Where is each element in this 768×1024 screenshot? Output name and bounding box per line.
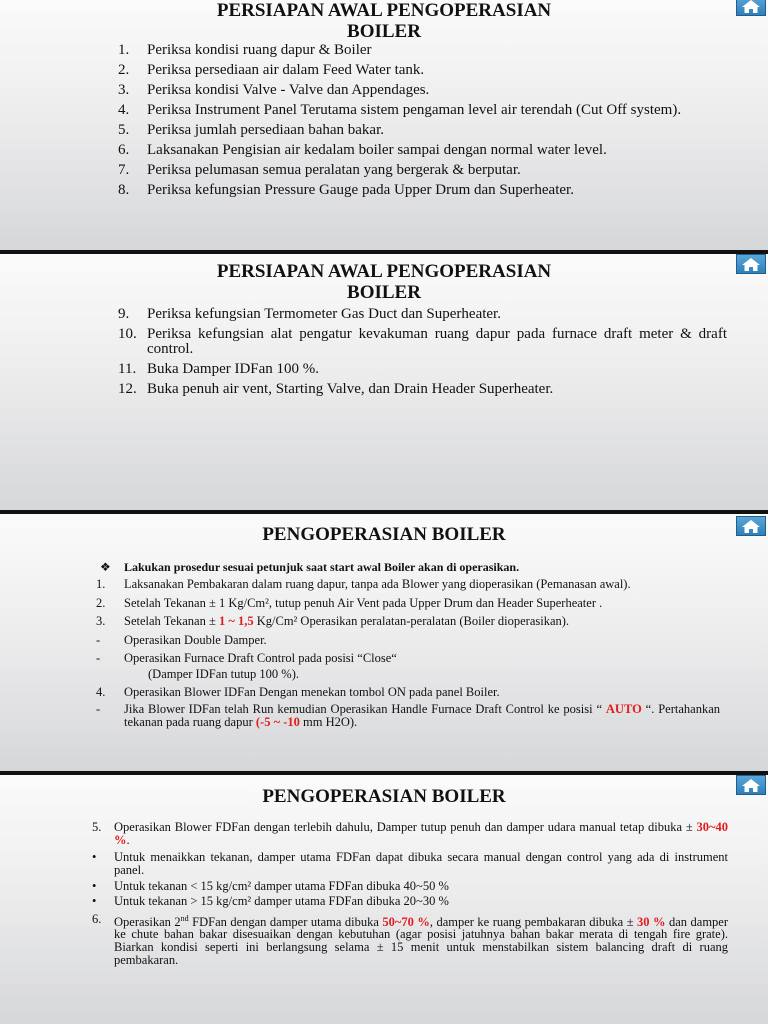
checklist [118,43,727,203]
page-title: PENGOPERASIAN BOILER [262,524,506,545]
list-item: - Operasikan Furnace Draft Control pada posisi “Close“ [96,651,397,666]
combustion-damper-value: 30 % [637,914,666,929]
procedure-list [96,578,720,728]
list-item: 1. Periksa kondisi ruang dapur & Boiler [118,42,372,58]
procedure-list [92,821,728,966]
page-title: PERSIAPAN AWAL PENGOPERASIAN BOILER [216,0,552,42]
damper-percentage-value: 30~40 % [114,820,728,847]
list-item: 4. Operasikan Blower IDFan Dengan menekan tombol ON pada panel Boiler. [96,684,500,699]
list-item: 3. Setelah Tekanan ± 1 ~ 1,5 Kg/Cm² Operasikan peralatan-peralatan (Boiler dioperasikan). [96,614,570,629]
list-item: • Untuk tekanan > 15 kg/cm² damper utama FDFan dibuka 20~30 % [92,893,449,908]
list-item: 6. Laksanakan Pengisian air kedalam boiler sampai dengan normal water level. [118,142,607,158]
list-item: 3. Periksa kondisi Valve - Valve dan Appendages. [118,82,430,98]
list-item: 11. Buka Damper IDFan 100 %. [118,361,320,377]
list-item: 2. Setelah Tekanan ± 1 Kg/Cm², tutup penuh Air Vent pada Upper Drum dan Header Superheater . [96,595,603,610]
list-item: 10. Periksa kefungsian alat pengatur kevakuman ruang dapur pada furnace draft meter & draft control. [118,326,727,357]
page-title: PERSIAPAN AWAL PENGOPERASIAN BOILER [216,261,552,303]
list-item: - Jika Blower IDFan telah Run kemudian Operasikan Handle Furnace Draft Control ke posisi “ AUTO “. Pertahankan tekanan pada ruang dapur (-5 ~ -10 mm H2O). [96,702,720,729]
list-item: 9. Periksa kefungsian Termometer Gas Duct dan Superheater. [118,306,501,322]
list-item: 5. Periksa jumlah persediaan bahan bakar. [118,122,384,138]
slide-3 [0,514,768,771]
draft-pressure-value: (-5 ~ -10 [255,714,300,729]
diamond-bullet-icon: ❖ [100,560,111,574]
list-item: 5. Operasikan Blower FDFan dengan terlebih dahulu, Damper tutup penuh dan damper udara manual tetap dibuka ± 30~40 %. [92,820,728,847]
checklist [118,307,727,402]
list-item: 7. Periksa pelumasan semua peralatan yang bergerak & berputar. [118,162,521,178]
list-item: 12. Buka penuh air vent, Starting Valve, dan Drain Header Superheater. [118,381,554,397]
list-item-note: (Damper IDFan tutup 100 %). [148,666,300,681]
list-item: - Operasikan Double Damper. [96,632,267,647]
list-item: • Untuk tekanan < 15 kg/cm² damper utama FDFan dibuka 40~50 % [92,879,449,894]
intro-text: Lakukan prosedur sesuai petunjuk saat start awal Boiler akan di operasikan. [124,560,520,574]
list-item: 8. Periksa kefungsian Pressure Gauge pada Upper Drum dan Superheater. [118,182,574,198]
list-item: 1. Laksanakan Pembakaran dalam ruang dapur, tanpa ada Blower yang dioperasikan (Pemanasan awal). [96,577,631,591]
auto-mode-value: AUTO [605,702,642,717]
pressure-range-value: 1 ~ 1,5 [218,614,254,629]
slide-2 [0,254,768,510]
main-damper-value: 50~70 % [382,914,430,929]
list-item: • Untuk menaikkan tekanan, damper utama FDFan dapat dibuka secara manual dengan control yang ada di instrument panel. [92,850,728,877]
slide-4 [0,775,768,1024]
slide-1 [0,0,768,250]
list-item: 2. Periksa persediaan air dalam Feed Water tank. [118,62,425,78]
page-title: PENGOPERASIAN BOILER [262,786,506,807]
list-item: 4. Periksa Instrument Panel Terutama sistem pengaman level air terendah (Cut Off system). [118,102,682,118]
list-item: 6. Operasikan 2nd FDFan dengan damper utama dibuka 50~70 %, damper ke ruang pembakaran dibuka ± 30 % dan damper ke chute bahan bakar disesuaikan dengan kebutuhan (agar posisi jatuhnya bahan bakar merata di tengah fire grate). Biarkan kondisi seperti ini berlangsung selama ± 15 menit untuk menstabilkan sistem balancing draft di ruang pembakaran. [92,911,729,967]
